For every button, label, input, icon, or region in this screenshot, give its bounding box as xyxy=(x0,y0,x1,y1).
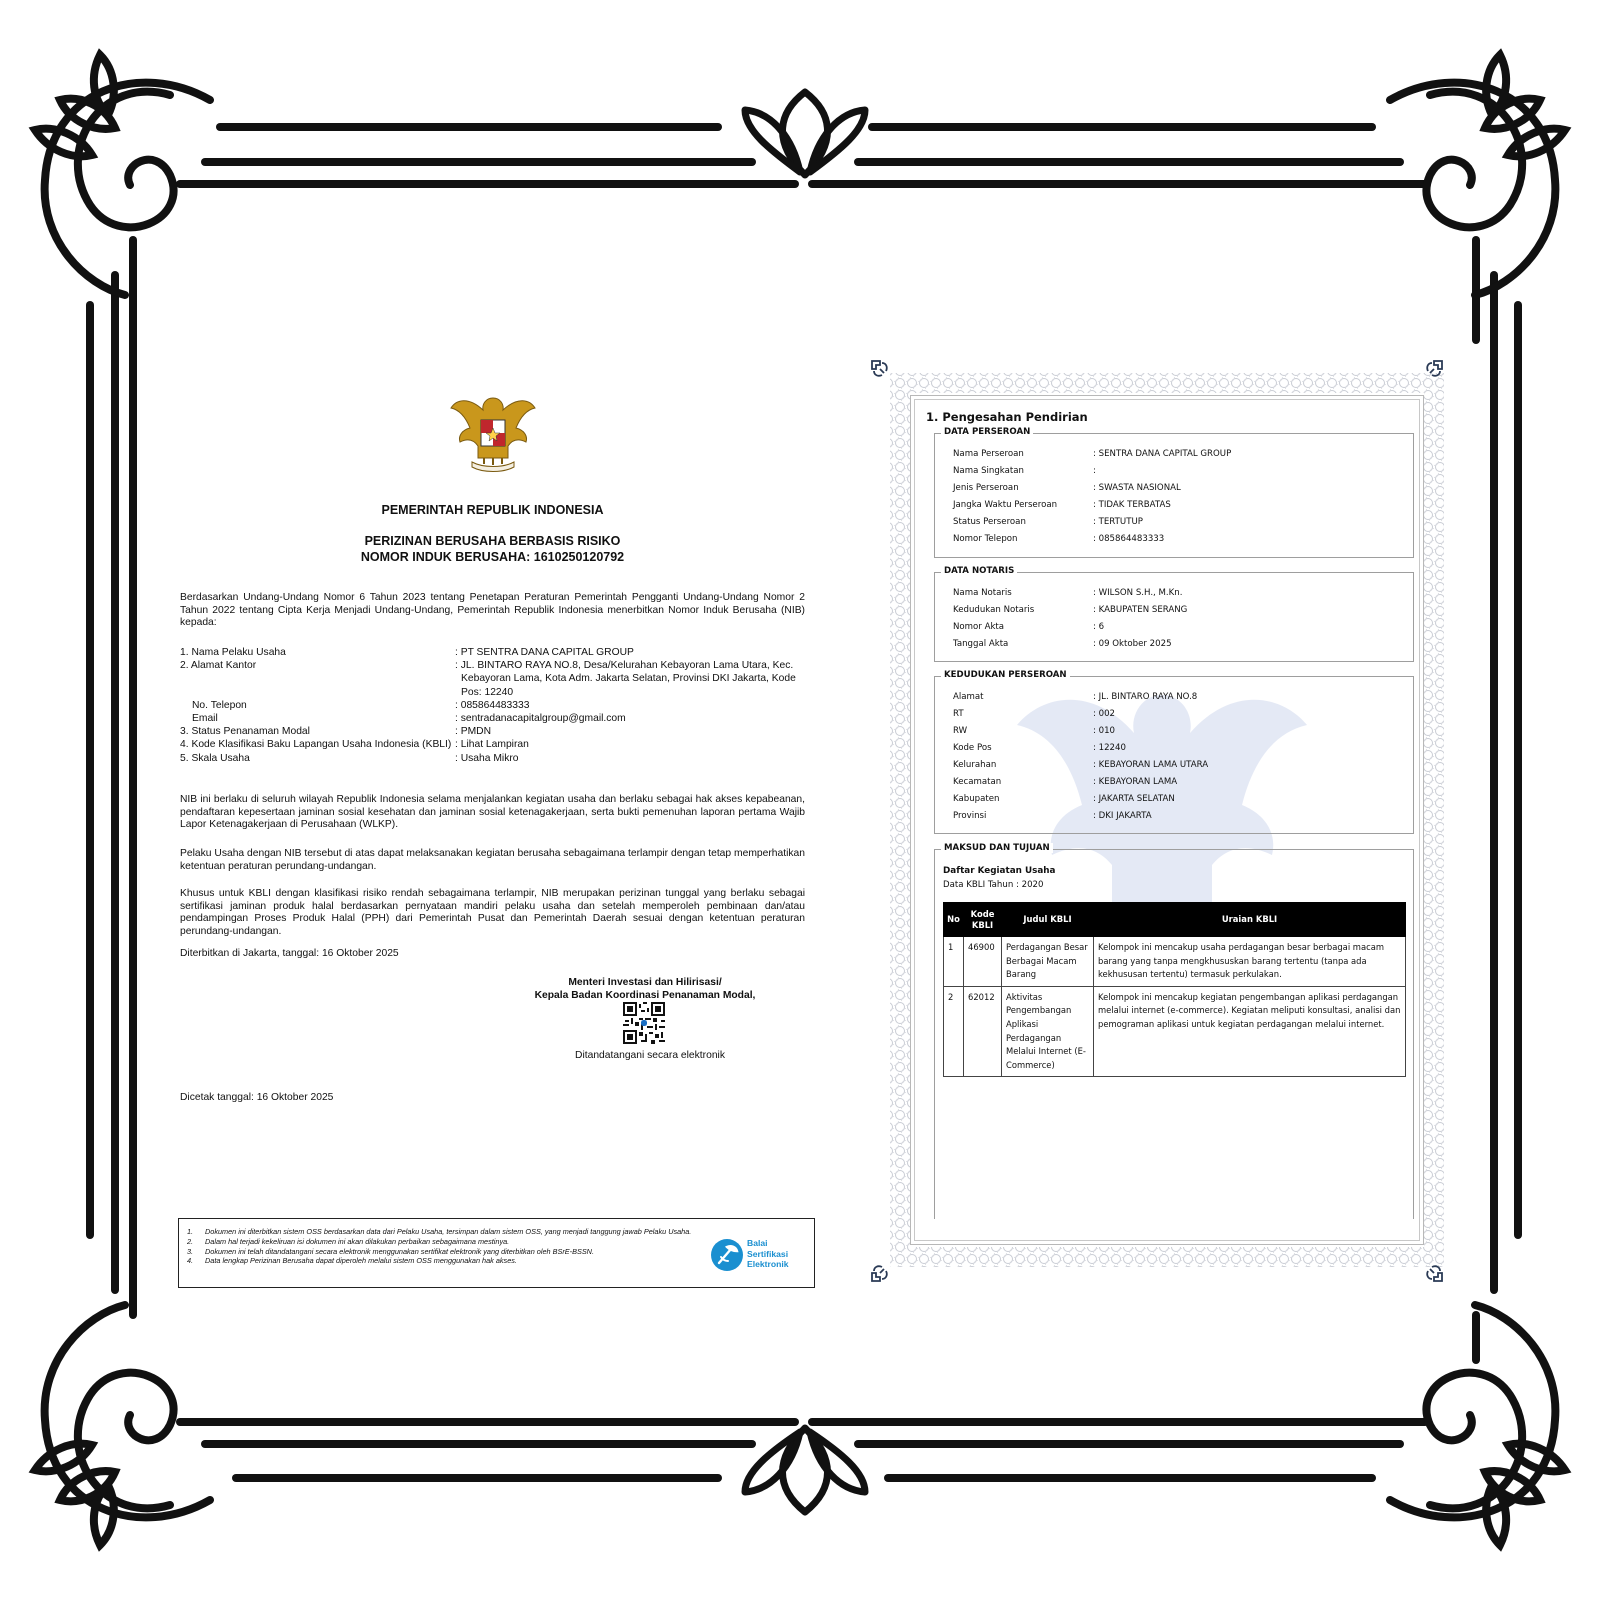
row-value: : KEBAYORAN LAMA xyxy=(1093,777,1178,787)
row-label: Kelurahan xyxy=(953,760,997,770)
field-value: : JL. BINTARO RAYA NO.8, Desa/Kelurahan Kebayoran Lama Utara, Kec. Kebayoran Lama, Kota Adm. Jakarta Selatan, Provinsi DKI Jakarta, Kode Pos: 12240 xyxy=(455,660,796,698)
row-value: : TIDAK TERBATAS xyxy=(1093,500,1171,510)
activity-paragraph: Pelaku Usaha dengan NIB tersebut di atas dapat melaksanakan kegiatan berusaha sebagaimana terlampir dengan tetap memperhatikan ketentuan peraturan perundang-undangan. xyxy=(180,848,805,872)
qr-code-icon[interactable] xyxy=(623,1002,665,1044)
printed-date: Dicetak tanggal: 16 Oktober 2025 xyxy=(180,1092,334,1103)
row-label: Nama Perseroan xyxy=(953,449,1024,459)
bsre-label-line: Elektronik xyxy=(747,1259,789,1269)
row-label: RW xyxy=(953,726,968,736)
nib-number: NOMOR INDUK BERUSAHA: 1610250120792 xyxy=(360,550,625,564)
row-label: Nama Singkatan xyxy=(953,466,1024,476)
note-text: Data lengkap Perizinan Berusaha dapat diperoleh melalui sistem OSS menggunakan hak akses. xyxy=(205,1256,517,1266)
row-label: RT xyxy=(953,709,964,719)
field-row xyxy=(180,725,805,738)
note-number: 3. xyxy=(187,1246,194,1256)
cell-judul: Perdagangan Besar Berbagai Macam Barang xyxy=(1002,937,1094,987)
maksud-tujuan-group xyxy=(934,843,1414,1219)
bsre-logo-icon xyxy=(709,1237,745,1273)
row-label: Provinsi xyxy=(953,811,987,821)
corner-ornament-icon xyxy=(870,359,890,379)
row-label: Jangka Waktu Perseroan xyxy=(953,500,1058,510)
row-label: Jenis Perseroan xyxy=(953,483,1019,493)
halal-paragraph: Khusus untuk KBLI dengan klasifikasi risiko rendah sebagaimana terlampir, NIB merupakan perizinan tunggal yang berlaku sebagai sertifikasi jaminan produk halal berdasarkan pernyataan mandiri pelaku usaha dan setelah memperoleh pembinaan dan/atau pendampingan Proses Produk Halal (PPH) dari Pemerintah Pusat dan Pemerintah Daerah sesuai dengan ketentuan peraturan perundang-undangan. xyxy=(180,888,805,937)
row-value: : KEBAYORAN LAMA UTARA xyxy=(1093,760,1209,770)
group-title: DATA NOTARIS xyxy=(941,566,1017,576)
field-label: 5. Skala Usaha xyxy=(180,752,250,764)
kedudukan-group xyxy=(934,670,1414,834)
row-label: Nama Notaris xyxy=(953,588,1012,598)
note-text: Dalam hal terjadi kekeliruan isi dokumen ini akan dilakukan perbaikan sebagaimana mestinya. xyxy=(205,1236,510,1246)
electronic-signature-note: Ditandatangani secara elektronik xyxy=(575,1050,725,1061)
note-number: 2. xyxy=(187,1236,194,1246)
cell-uraian: Kelompok ini mencakup usaha perdagangan besar berbagai macam barang yang tanpa mengkhususkan barang tertentu (tanpa ada kekhususan tertentu) termasuk perkulakan. xyxy=(1094,937,1406,987)
column-header-judul: Judul KBLI xyxy=(1002,903,1094,937)
row-label: Tanggal Akta xyxy=(953,639,1009,649)
business-fields xyxy=(180,646,805,765)
group-title: DATA PERSEROAN xyxy=(941,427,1033,437)
note-item xyxy=(187,1256,707,1266)
bsre-label-line: Sertifikasi xyxy=(747,1248,789,1259)
field-label: Email xyxy=(192,713,218,725)
field-row xyxy=(180,699,805,712)
column-header-uraian: Uraian KBLI xyxy=(1094,903,1406,937)
validity-paragraph: NIB ini berlaku di seluruh wilayah Republik Indonesia selama menjalankan kegiatan usaha dan berlaku sebagai hak akses kepabeanan, pendaftaran kepesertaan jaminan sosial kesehatan dan jaminan sosial ketenagakerjaan, serta bukti pemenuhan laporan pertama Wajib Lapor Ketenagakerjaan di Perusahaan (WLKP). xyxy=(180,794,805,831)
field-value: : Usaha Mikro xyxy=(455,752,519,764)
disclaimer-box xyxy=(178,1218,815,1288)
row-value: : 09 Oktober 2025 xyxy=(1093,639,1172,649)
table-row xyxy=(944,986,1406,1077)
note-text: Dokumen ini telah ditandatangani secara elektronik menggunakan sertifikat elektronik yang diterbitkan oleh BSrE-BSSN. xyxy=(205,1246,594,1256)
government-title: PEMERINTAH REPUBLIK INDONESIA xyxy=(381,503,604,517)
group-title: MAKSUD DAN TUJUAN xyxy=(941,843,1053,853)
row-value: : 010 xyxy=(1093,726,1116,736)
row-label: Alamat xyxy=(953,692,984,702)
corner-ornament-icon xyxy=(1424,1263,1444,1283)
group-title: KEDUDUKAN PERSEROAN xyxy=(941,670,1070,680)
row-value: : 6 xyxy=(1093,622,1105,632)
bsre-badge xyxy=(709,1235,805,1275)
row-label: Kode Pos xyxy=(953,743,992,753)
row-value: : xyxy=(1093,466,1096,476)
note-item xyxy=(187,1227,707,1237)
bsre-label-line: Balai xyxy=(747,1238,768,1248)
data-perseroan-group xyxy=(934,427,1414,558)
permit-name: PERIZINAN BERUSAHA BERBASIS RISIKO xyxy=(364,534,621,548)
field-value: : sentradanacapitalgroup@gmail.com xyxy=(455,713,626,725)
corner-ornament-icon xyxy=(870,1263,890,1283)
note-item xyxy=(187,1237,707,1247)
deed-certificate xyxy=(882,365,1452,1275)
row-label: Kecamatan xyxy=(953,777,1002,787)
note-number: 4. xyxy=(187,1256,194,1266)
row-value: : 12240 xyxy=(1093,743,1126,753)
note-number: 1. xyxy=(187,1227,194,1236)
row-value: : SWASTA NASIONAL xyxy=(1093,483,1181,493)
row-label: Kabupaten xyxy=(953,794,1000,804)
cell-kode: 46900 xyxy=(964,937,1002,987)
bsre-label xyxy=(747,1238,789,1270)
field-row xyxy=(180,646,805,659)
field-label: 2. Alamat Kantor xyxy=(180,660,257,672)
row-value: : SENTRA DANA CAPITAL GROUP xyxy=(1093,449,1232,459)
issued-date: Diterbitkan di Jakarta, tanggal: 16 Oktober 2025 xyxy=(180,948,399,959)
row-label: Kedudukan Notaris xyxy=(953,605,1035,615)
cell-no: 1 xyxy=(944,937,964,987)
row-value: : 002 xyxy=(1093,709,1116,719)
signer-line: Menteri Investasi dan Hilirisasi/ xyxy=(568,977,722,988)
field-row xyxy=(180,659,805,699)
cell-judul: Aktivitas Pengembangan Aplikasi Perdagangan Melalui Internet (E-Commerce) xyxy=(1002,986,1094,1077)
garuda-emblem-icon xyxy=(448,388,538,476)
field-label: 4. Kode Klasifikasi Baku Lapangan Usaha Indonesia (KBLI) xyxy=(180,739,452,751)
column-header-kode: Kode KBLI xyxy=(964,903,1002,937)
field-row xyxy=(180,752,805,765)
field-label: 3. Status Penanaman Modal xyxy=(180,726,310,738)
kbli-year: Data KBLI Tahun : 2020 xyxy=(943,880,1044,890)
row-value: : KABUPATEN SERANG xyxy=(1093,605,1188,615)
cell-no: 2 xyxy=(944,986,964,1077)
permit-title xyxy=(170,533,815,565)
row-label: Nomor Akta xyxy=(953,622,1005,632)
corner-ornament-icon xyxy=(1424,359,1444,379)
cell-kode: 62012 xyxy=(964,986,1002,1077)
row-value: : WILSON S.H., M.Kn. xyxy=(1093,588,1183,598)
table-row xyxy=(944,937,1406,987)
nib-certificate xyxy=(170,380,815,1300)
row-value: : TERTUTUP xyxy=(1093,517,1143,527)
field-value: : PT SENTRA DANA CAPITAL GROUP xyxy=(455,647,634,658)
field-row xyxy=(180,712,805,725)
row-label: Nomor Telepon xyxy=(953,534,1018,544)
disclaimer-notes xyxy=(187,1227,707,1266)
cell-uraian: Kelompok ini mencakup kegiatan pengembangan aplikasi perdagangan melalui internet (e-commerce). Kegiatan meliputi konsultasi, analisi dan pemograman aplikasi untuk kegiatan perdagangan melalui internet. xyxy=(1094,986,1406,1077)
activity-list-title: Daftar Kegiatan Usaha xyxy=(943,866,1056,876)
row-value: : DKI JAKARTA xyxy=(1093,811,1152,821)
column-header-no: No xyxy=(944,903,964,937)
kbli-table xyxy=(943,902,1406,1077)
signer-title xyxy=(500,976,790,1002)
row-label: Status Perseroan xyxy=(953,517,1026,527)
field-label: 1. Nama Pelaku Usaha xyxy=(180,647,286,658)
signer-line: Kepala Badan Koordinasi Penanaman Modal, xyxy=(534,990,756,1001)
field-label: No. Telepon xyxy=(192,699,247,711)
field-row xyxy=(180,738,805,751)
row-value: : JAKARTA SELATAN xyxy=(1093,794,1175,804)
field-value: : PMDN xyxy=(455,726,492,738)
note-text: Dokumen ini diterbitkan sistem OSS berdasarkan data dari Pelaku Usaha, tersimpan dalam sistem OSS, yang menjadi tanggung jawab Pelaku Usaha. xyxy=(205,1227,692,1236)
row-value: : 085864483333 xyxy=(1093,534,1165,544)
section-title: 1. Pengesahan Pendirian xyxy=(926,410,1088,424)
field-value: : 085864483333 xyxy=(455,699,530,711)
row-value: : JL. BINTARO RAYA NO.8 xyxy=(1093,692,1198,702)
intro-paragraph: Berdasarkan Undang-Undang Nomor 6 Tahun 2023 tentang Penetapan Peraturan Pemerintah Pengganti Undang-Undang Nomor 2 Tahun 2022 tentang Cipta Kerja Menjadi Undang-Undang, Pemerintah Republik Indonesia menerbitkan Nomor Induk Berusaha (NIB) kepada: xyxy=(180,592,805,629)
note-item xyxy=(187,1247,707,1257)
data-notaris-group xyxy=(934,566,1414,662)
field-value: : Lihat Lampiran xyxy=(455,739,529,751)
table-header-row xyxy=(944,903,1406,937)
